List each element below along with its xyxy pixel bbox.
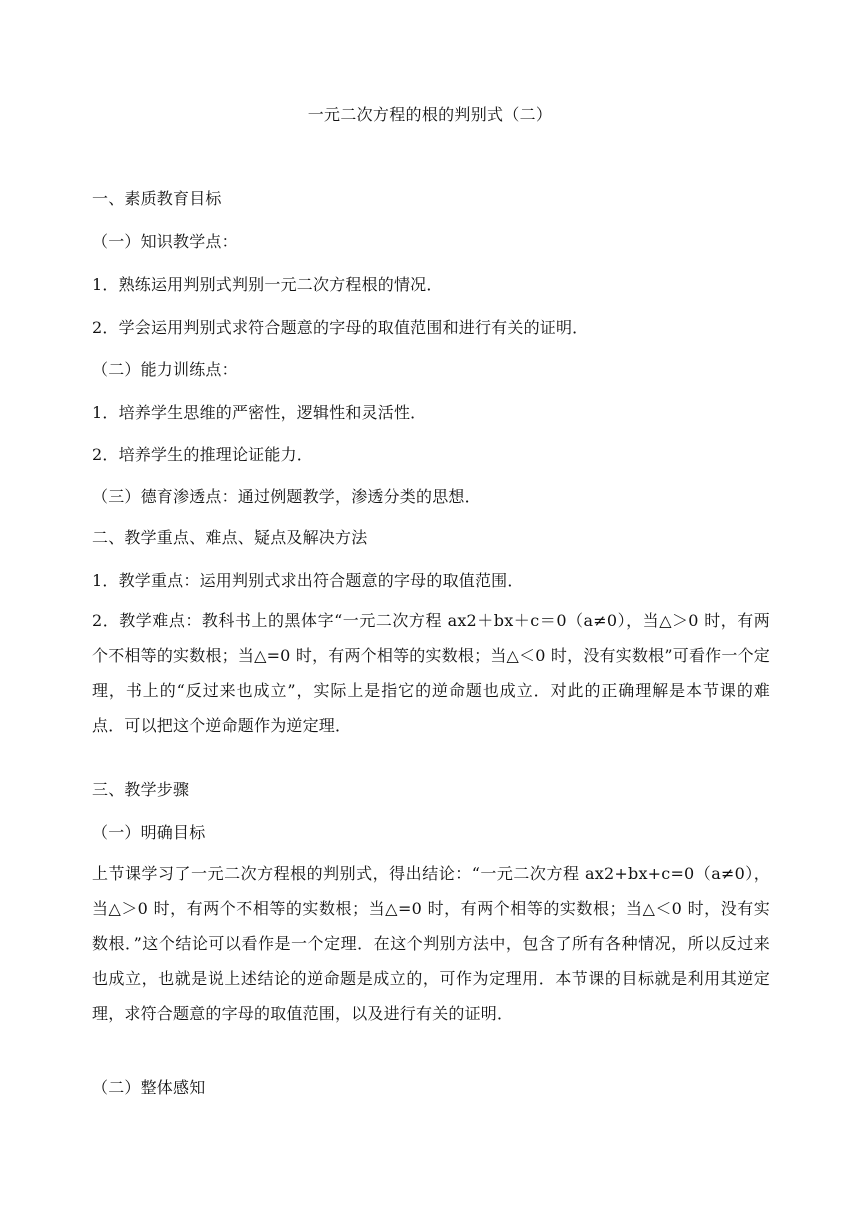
ability-point-2: 2．培养学生的推理论证能力． (92, 445, 313, 464)
document-title: 一元二次方程的根的判别式（二） (307, 105, 553, 124)
subheading-ability-points: （二）能力训练点： (92, 360, 238, 379)
ability-point-1: 1．培养学生思维的严密性，逻辑性和灵活性． (92, 403, 427, 422)
subheading-clear-goals: （一）明确目标 (92, 823, 206, 842)
subheading-overall-perception: （二）整体感知 (92, 1078, 206, 1097)
knowledge-point-1: 1．熟练运用判别式判别一元二次方程根的情况． (92, 275, 443, 294)
subheading-moral-points: （三）德育渗透点：通过例题教学，渗透分类的思想． (92, 487, 481, 506)
subheading-knowledge-points: （一）知识教学点： (92, 232, 238, 251)
knowledge-point-2: 2．学会运用判别式求符合题意的字母的取值范围和进行有关的证明． (92, 318, 589, 337)
key-point-1: 1．教学重点：运用判别式求出符合题意的字母的取值范围． (92, 571, 524, 590)
section-heading-goals: 一、素质教育目标 (92, 189, 222, 208)
clear-goals-paragraph: 上节课学习了一元二次方程根的判别式，得出结论：“一元二次方程 ax2+bx+c=0（a≠0），当△＞0 时，有两个不相等的实数根；当△=0 时，有两个相等的实数根；当△＜0 时，没有实数根．”这个结论可以看作是一个定理．在这个判别方法中，包含了所有各种情况，所以反过来也成立，也就是说上述结论的逆命题是成立的，可作为定理用．本节课的目标就是利用其逆定理，求符合题意的字母的取值范围，以及进行有关的证明． (92, 864, 770, 1023)
difficult-point-paragraph: 2．教学难点：教科书上的黑体字“一元二次方程 ax2＋bx＋c＝0（a≠0），当△＞0 时，有两个不相等的实数根；当△=0 时，有两个相等的实数根；当△＜0 时，没有实数根”可看作一个定理，书上的“反过来也成立”，实际上是指它的逆命题也成立．对此的正确理解是本节课的难点．可以把这个逆命题作为逆定理． (92, 611, 770, 735)
section-heading-steps: 三、教学步骤 (92, 780, 190, 799)
section-heading-key-points: 二、教学重点、难点、疑点及解决方法 (92, 528, 368, 547)
